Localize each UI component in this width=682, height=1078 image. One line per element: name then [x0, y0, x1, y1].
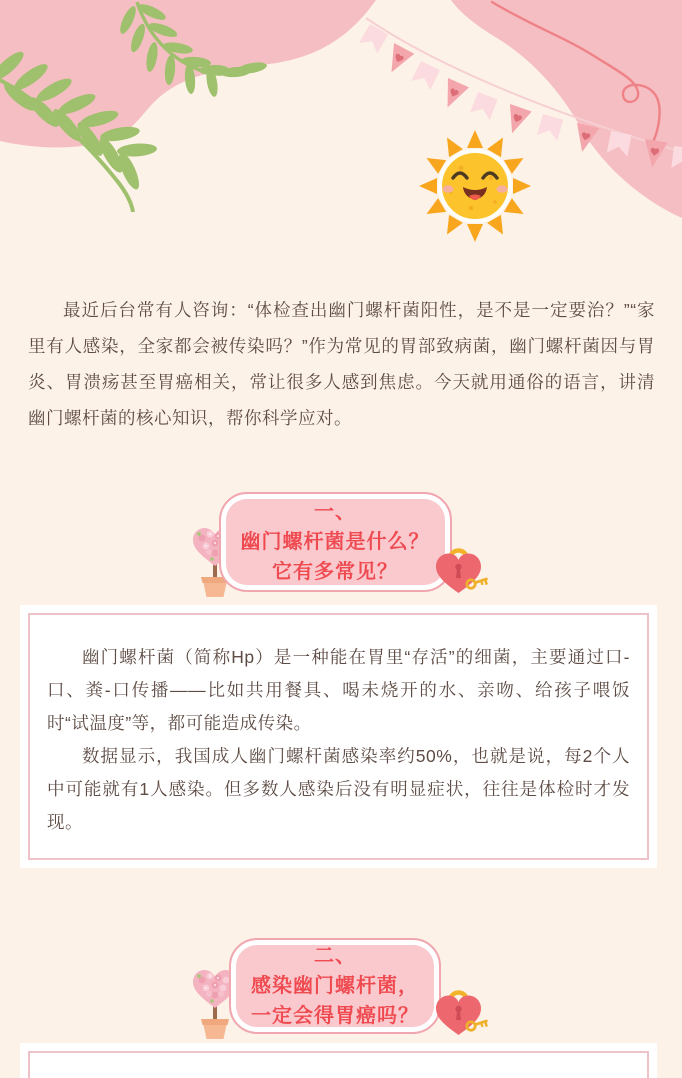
intro-paragraph: 最近后台常有人咨询：“体检查出幽门螺杆菌阳性，是不是一定要治？”“家里有人感染，全家都会被传染吗？”作为常见的胃部致病菌，幽门螺杆菌因与胃炎、胃溃疡甚至胃癌相关，常让很多人感到焦虑。今天就用通俗的语言，讲清幽门螺杆菌的核心知识，帮你科学应对。 — [28, 300, 655, 428]
content-frame — [28, 613, 649, 860]
section-1-header — [0, 492, 682, 592]
section-1-title-card — [219, 492, 452, 592]
section-2-header — [0, 938, 682, 1034]
section-title-line: 它有多常见？ — [272, 561, 398, 583]
section-number: 二、 — [314, 945, 356, 967]
section-number: 一、 — [314, 501, 356, 523]
content-paragraph: 幽门螺杆菌（简称Hp）是一种能在胃里“存活”的细菌，主要通过口-口、粪-口传播——比如共用餐具、喝未烧开的水、亲吻、给孩子喂饭时“试温度”等，都可能造成传染。 — [47, 647, 630, 733]
section-2-title-card — [229, 938, 441, 1034]
heart-lock-key-icon — [430, 546, 490, 596]
content-paragraph: 数据显示，我国成人幽门螺杆菌感染率约50%，也就是说，每2个人中可能就有1人感染。但多数人感染后没有明显症状，往往是体检时才发现。 — [47, 746, 630, 832]
section-1-content-box — [20, 605, 657, 868]
section-title-line: 幽门螺杆菌是什么？ — [240, 531, 430, 553]
section-title-line: 一定会得胃癌吗？ — [251, 1005, 419, 1027]
heart-lock-key-icon — [430, 988, 490, 1038]
section-title-line: 感染幽门螺杆菌， — [251, 975, 419, 997]
section-2-content-box — [20, 1043, 657, 1078]
content-frame — [28, 1051, 649, 1078]
